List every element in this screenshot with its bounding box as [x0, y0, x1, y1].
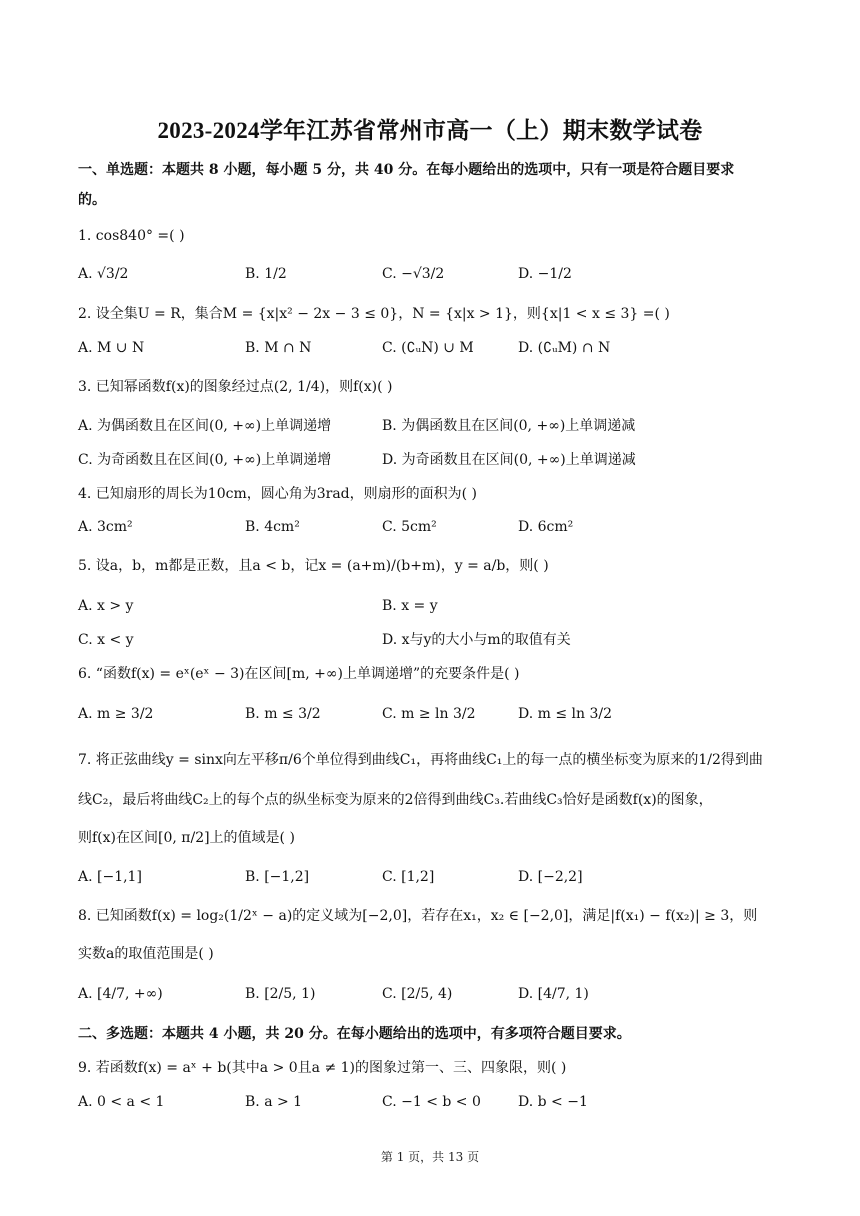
q7-option-c: C. [1,2]	[382, 869, 435, 885]
q2-option-c: C. (∁ᵤN) ∪ M	[382, 340, 474, 356]
question-6-stem: 6. “函数f(x) = eˣ(eˣ − 3)在区间[m, +∞)上单调递增”的充要条件是( )	[78, 666, 520, 682]
q3-option-b: B. 为偶函数且在区间(0, +∞)上单调递减	[382, 418, 636, 434]
question-4-stem: 4. 已知扇形的周长为10cm，圆心角为3rad，则扇形的面积为( )	[78, 486, 478, 502]
q5-option-c: C. x < y	[78, 632, 134, 648]
q6-option-a: A. m ≥ 3/2	[78, 706, 154, 722]
q5-option-d: D. x与y的大小与m的取值有关	[382, 632, 571, 648]
q6-option-c: C. m ≥ ln 3/2	[382, 706, 476, 722]
q9-option-a: A. 0 < a < 1	[78, 1094, 165, 1110]
q1-option-d: D. −1/2	[518, 266, 572, 282]
q4-option-d: D. 6cm²	[518, 519, 574, 535]
q8-option-b: B. [2/5, 1)	[245, 986, 316, 1002]
q1-option-a: A. √3/2	[78, 266, 129, 282]
q4-option-a: A. 3cm²	[78, 519, 133, 535]
q1-option-b: B. 1/2	[245, 266, 287, 282]
q8-option-d: D. [4/7, 1)	[518, 986, 589, 1002]
question-5-stem: 5. 设a，b，m都是正数，且a < b，记x = (a+m)/(b+m)，y = a/b，则( )	[78, 558, 549, 574]
q9-option-b: B. a > 1	[245, 1094, 303, 1110]
q2-option-a: A. M ∪ N	[78, 340, 145, 356]
exam-title: 2023-2024学年江苏省常州市高一（上）期末数学试卷	[157, 118, 703, 143]
question-3-stem: 3. 已知幂函数f(x)的图象经过点(2, 1/4)，则f(x)( )	[78, 379, 393, 395]
section1-header-line1: 一、单选题：本题共 8 小题，每小题 5 分，共 40 分。在每小题给出的选项中，只有一项是符合题目要求	[78, 162, 735, 178]
q9-option-c: C. −1 < b < 0	[382, 1094, 481, 1110]
q5-option-a: A. x > y	[78, 598, 134, 614]
q3-option-d: D. 为奇函数且在区间(0, +∞)上单调递减	[382, 452, 636, 468]
q5-option-b: B. x = y	[382, 598, 438, 614]
q4-option-b: B. 4cm²	[245, 519, 300, 535]
question-2-stem: 2. 设全集U = R，集合M = {x|x² − 2x − 3 ≤ 0}，N = {x|x > 1}，则{x|1 < x ≤ 3} =( )	[78, 306, 670, 322]
question-7-stem-line3: 则f(x)在区间[0, π/2]上的值域是( )	[78, 830, 295, 846]
question-8-stem-line2: 实数a的取值范围是( )	[78, 946, 214, 962]
q6-option-d: D. m ≤ ln 3/2	[518, 706, 613, 722]
q3-option-a: A. 为偶函数且在区间(0, +∞)上单调递增	[78, 418, 332, 434]
q6-option-b: B. m ≤ 3/2	[245, 706, 321, 722]
page-footer: 第 1 页，共 13 页	[380, 1150, 480, 1164]
q8-option-c: C. [2/5, 4)	[382, 986, 453, 1002]
question-9-stem: 9. 若函数f(x) = aˣ + b(其中a > 0且a ≠ 1)的图象过第一、三、四象限，则( )	[78, 1060, 567, 1076]
question-1-stem: 1. cos840° =( )	[78, 228, 185, 244]
q1-option-c: C. −√3/2	[382, 266, 445, 282]
q7-option-d: D. [−2,2]	[518, 869, 583, 885]
section2-header: 二、多选题：本题共 4 小题，共 20 分。在每小题给出的选项中，有多项符合题目要求。	[78, 1026, 631, 1042]
section1-header-line2: 的。	[78, 192, 106, 208]
q3-option-c: C. 为奇函数且在区间(0, +∞)上单调递增	[78, 452, 332, 468]
q8-option-a: A. [4/7, +∞)	[78, 986, 163, 1002]
question-7-stem-line2: 线C₂，最后将曲线C₂上的每个点的纵坐标变为原来的2倍得到曲线C₃.若曲线C₃恰好是函数f(x)的图象，	[78, 792, 713, 808]
q2-option-d: D. (∁ᵤM) ∩ N	[518, 340, 611, 356]
q7-option-b: B. [−1,2]	[245, 869, 310, 885]
q9-option-d: D. b < −1	[518, 1094, 588, 1110]
q7-option-a: A. [−1,1]	[78, 869, 142, 885]
q2-option-b: B. M ∩ N	[245, 340, 312, 356]
q4-option-c: C. 5cm²	[382, 519, 437, 535]
question-8-stem-line1: 8. 已知函数f(x) = log₂(1/2ˣ − a)的定义域为[−2,0]，若存在x₁，x₂ ∈ [−2,0]，满足|f(x₁) − f(x₂)| ≥ 3，则	[78, 908, 758, 924]
question-7-stem-line1: 7. 将正弦曲线y = sinx向左平移π/6个单位得到曲线C₁，再将曲线C₁上的每一点的横坐标变为原来的1/2得到曲	[78, 752, 763, 768]
